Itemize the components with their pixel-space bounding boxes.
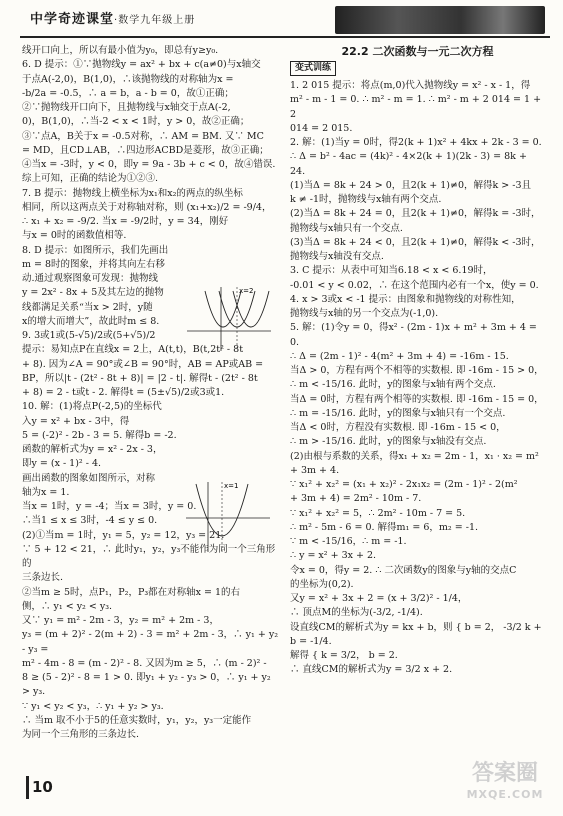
graph-label: x=2 [239, 287, 254, 295]
text-line: 014 = 2 015. [290, 122, 353, 134]
text-line: x的增大而增大”，故此时m ≤ 8. [22, 315, 160, 327]
page-header [0, 0, 563, 38]
text-line: + 3m + 4. [290, 464, 340, 476]
text-line: ∴ m < -15/16. 此时，y的图象与x轴有两个交点. [290, 379, 496, 391]
text-line: 与x = 0时的函数值相等. [22, 230, 127, 242]
text-line: ∵ x₁² + x₂² = 5，∴ 2m² - 10m - 7 = 5. [290, 507, 466, 519]
graph-problem-10 [182, 478, 274, 556]
watermark-text: 答案圈 [471, 761, 538, 786]
brand-title [30, 10, 195, 30]
text-line: 7. B 提示：抛物线上横坐标为x₁和x₂的两点的纵坐标 [22, 187, 243, 199]
text-line: ②当m ≥ 5时，点P₁，P₂，P₃都在对称轴x = 1的右 [22, 586, 241, 598]
text-line: y₃ = (m + 2)² - 2(m + 2) - 3 = m² + 2m - 3，∴ y₁ + y₂ - y₃ = [22, 629, 279, 655]
text-line: -0.01 < y < 0.02，∴ 在这个范围内必有一个x，使y = 0. [290, 279, 539, 291]
brand-subtitle: ·数学九年级上册 [114, 15, 196, 26]
text-line: ∴ y = x² + 3x + 2. [290, 550, 377, 562]
text-line: 为同一个三角形的三条边长. [22, 729, 140, 740]
text-line: m² - m - 1 = 0. ∴ m² - m = 1. ∴ m² - m + 2 014 = 1 + 2 [290, 94, 542, 120]
text-line: y = 2x² - 8x + 5及其左边的抛物 [22, 287, 164, 299]
text-line: 相同，所以这两点关于对称轴对称，则 (x₁+x₂)/2 = -9/4， [22, 201, 272, 213]
parabola-left [205, 291, 241, 327]
left-column [22, 44, 280, 742]
text-line: 抛物线与x轴没有交点. [290, 251, 384, 262]
text-line: 3. C 提示：从表中可知当6.18 < x < 6.19时， [290, 265, 493, 277]
text-line: 8 ≥ (5 - 2)² - 8 = 1 > 0. 即y₁ + y₂ - y₃ > 0，∴ y₁ + y₂ > y₃. [22, 672, 271, 698]
text-line: 10. 解：(1)将点P(-2,5)的坐标代 [22, 401, 162, 413]
text-line: ∵ 5 + 12 < 21，∴ 此时y₁，y₂，y₃不能作为同一个三角形的 [22, 543, 276, 569]
parabola-right [233, 291, 269, 327]
header-banner-image [335, 6, 545, 34]
text-line: 设直线CM的解析式为y = kx + b，则 { b = 2， -3/2 k + b = -1/4. [290, 621, 542, 647]
text-line: 1. 2 015 提示：将点(m,0)代入抛物线y = x² - x - 1，得 [290, 80, 531, 91]
text-line: 即y = (x - 1)² - 4. [22, 458, 102, 470]
text-line: ②∵抛物线开口向下，且抛物线与x轴交于点A(-2, [22, 102, 231, 113]
text-line: 于点A(-2,0)，B(1,0)，∴该抛物线的对称轴为x = [22, 73, 234, 85]
section-title: 22.2 二次函数与一元二次方程 [341, 45, 494, 58]
text-line: 5 = (-2)² - 2b - 3 = 5. 解得b = -2. [22, 429, 177, 441]
text-line: 2. 解：(1)当y = 0时，得2(k + 1)x² + 4kx + 2k - 3 = 0. [290, 137, 542, 148]
text-line: 线都满足关系“当x > 2时，y随 [22, 301, 153, 313]
text-line: 综上可知，正确的结论为①②③. [22, 173, 159, 185]
text-line: + 8) = 2 - t或t - 2. 解得t = (5±√5)/2或3或1. [22, 387, 225, 398]
text-line: 动.通过观察图象可发现：抛物线 [22, 273, 159, 284]
text-line: 0)，B(1,0)，∴当-2 < x < 1时，y > 0，故②正确； [22, 116, 250, 128]
text-line: 9. 3或1或(5-√5)/2或(5+√5)/2 [22, 330, 156, 341]
text-line: ∴ m > -15/16. 此时，y的图象与x轴没有交点. [290, 436, 487, 448]
header-rule [20, 36, 550, 38]
text-line: 当Δ > 0，方程有两个不相等的实数根. 即 -16m - 15 > 0， [290, 365, 544, 376]
text-line: 抛物线与x轴的另一个交点为(-1,0). [290, 308, 439, 319]
text-line: ∴ m = -15/16. 此时，y的图象与x轴只有一个交点. [290, 407, 506, 419]
text-line: ∵ m < -15/16，∴ m = -1. [290, 536, 407, 547]
text-line: 三条边长. [22, 572, 64, 584]
text-line: m = 8时的图象，并将其向左右移 [22, 258, 166, 270]
text-line: -b/2a = -0.5，∴ a = b，a - b = 0，故①正确； [22, 87, 234, 99]
text-line: + 8). 因为∠A = 90°或∠B = 90°时，AB = AP或AB = [22, 358, 264, 370]
text-line: BP，所以|t - (2t² - 8t + 8)| = |2 - t|. 解得t - (2t² - 8t [22, 372, 258, 384]
text-line: 画出函数的图象如图所示，对称 [22, 472, 156, 484]
text-line: k ≠ -1时，抛物线与x轴有两个交点. [290, 194, 442, 205]
text-line: ∵ x₁² + x₂² = (x₁ + x₂)² - 2x₁x₂ = (2m - 1)² - 2(m² [290, 479, 518, 490]
graph-label: x=1 [224, 482, 239, 490]
text-line: 当Δ = 0时，方程有两个相等的实数根. 即 -16m - 15 = 0， [290, 393, 544, 405]
text-line: ∴ Δ = b² - 4ac = (4k)² - 4×2(k + 1)(2k - 3) = 8k + 24. [290, 151, 527, 177]
text-line: + 3m + 4) = 2m² - 10m - 7. [290, 493, 422, 505]
right-lines [290, 79, 545, 678]
text-line: m² - 4m - 8 = (m - 2)² - 8. 又因为m ≥ 5，∴ (m - 2)² - [22, 657, 267, 669]
text-line: 令x = 0，得y = 2. ∴ 二次函数y的图象与y轴的交点C [290, 564, 517, 576]
text-line: 4. x > 3或x < -1 提示：由图象和抛物线的对称性知， [290, 293, 521, 305]
text-line: (2)①当m = 1时，y₁ = 5，y₂ = 12，y₃ = 21. [22, 529, 225, 541]
text-line: 入y = x² + bx - 3中，得 [22, 415, 130, 427]
brand-name: 中学奇迹课堂 [30, 12, 115, 27]
text-line: ∴ Δ = (2m - 1)² - 4(m² + 3m + 4) = -16m - 15. [290, 350, 509, 362]
watermark-logo [455, 760, 555, 810]
right-column [290, 44, 545, 678]
text-line: 当x = 1时，y = -4；当x = 3时，y = 0. [22, 501, 197, 512]
text-line: 提示：易知点P在直线x = 2上，A(t,t)，B(t,2t² - 8t [22, 344, 244, 356]
text-line: 侧，∴ y₁ < y₂ < y₃. [22, 600, 113, 612]
text-line: (2)当Δ = 8k + 24 = 0，且2(k + 1)≠0，解得k = -3时， [290, 208, 541, 220]
text-line: = MD，且CD⊥AB，∴四边形ACBD是菱形，故③正确； [22, 144, 269, 156]
text-line: 的坐标为(0,2). [290, 578, 354, 590]
text-line: ∴ 顶点M的坐标为(-3/2, -1/4). [290, 607, 423, 619]
text-line: 5. 解：(1)令y = 0，得x² - (2m - 1)x + m² + 3m + 4 = 0. [290, 322, 537, 348]
text-line: 抛物线与x轴只有一个交点. [290, 222, 403, 234]
text-line: 线开口向上，所以有最小值为y₀，即总有y≥y₀. [22, 45, 219, 56]
text-line: 轴为x = 1. [22, 486, 70, 498]
text-line: ∴ 当m 取不小于5的任意实数时，y₁，y₂，y₃一定能作 [22, 714, 252, 726]
text-line: ∵ y₁ < y₂ < y₃，∴ y₁ + y₂ > y₃. [22, 700, 164, 712]
text-line: ∴当1 ≤ x ≤ 3时，-4 ≤ y ≤ 0. [22, 515, 158, 527]
text-line: ∴ 直线CM的解析式为y = 3/2 x + 2. [290, 664, 453, 676]
variant-training-tag: 变式训练 [290, 61, 336, 77]
text-line: 又∵ y₁ = m² - 2m - 3，y₂ = m² + 2m - 3， [22, 615, 219, 626]
page-number: 10 [26, 776, 53, 799]
text-line: ∴ m² - 5m - 6 = 0. 解得m₁ = 6，m₂ = -1. [290, 521, 479, 533]
text-line: 解得 { k = 3/2， b = 2. [290, 650, 398, 661]
text-line: ④当x = -3时，y < 0，即y = 9a - 3b + c < 0，故④错误. [22, 159, 276, 170]
text-line: 当Δ < 0时，方程没有实数根. 即 -16m - 15 < 0， [290, 422, 506, 433]
text-line: ∴ x₁ + x₂ = -9/2. 当x = -9/2时，y = 34，刚好 [22, 216, 229, 227]
text-line: (1)当Δ = 8k + 24 > 0，且2(k + 1)≠0，解得k > -3且 [290, 179, 532, 191]
graph-problem-8 [183, 283, 275, 355]
text-line: 6. D 提示：①∵抛物线y = ax² + bx + c(a≠0)与x轴交 [22, 59, 261, 71]
text-line: 又y = x² + 3x + 2 = (x + 3/2)² - 1/4， [290, 593, 468, 604]
text-line: (3)当Δ = 8k + 24 < 0，且2(k + 1)≠0，解得k < -3时， [290, 236, 541, 248]
text-line: (2)由根与系数的关系，得x₁ + x₂ = 2m - 1，x₁ · x₂ = m² [290, 450, 539, 462]
text-line: 8. D 提示：如图所示，我们先画出 [22, 244, 169, 256]
watermark-url: MXQE.COM [466, 788, 544, 801]
text-line: ③∵点A，B关于x = -0.5对称，∴ AM = BM. 又∵ MC [22, 130, 264, 142]
text-line: 函数的解析式为y = x² - 2x - 3， [22, 444, 163, 455]
